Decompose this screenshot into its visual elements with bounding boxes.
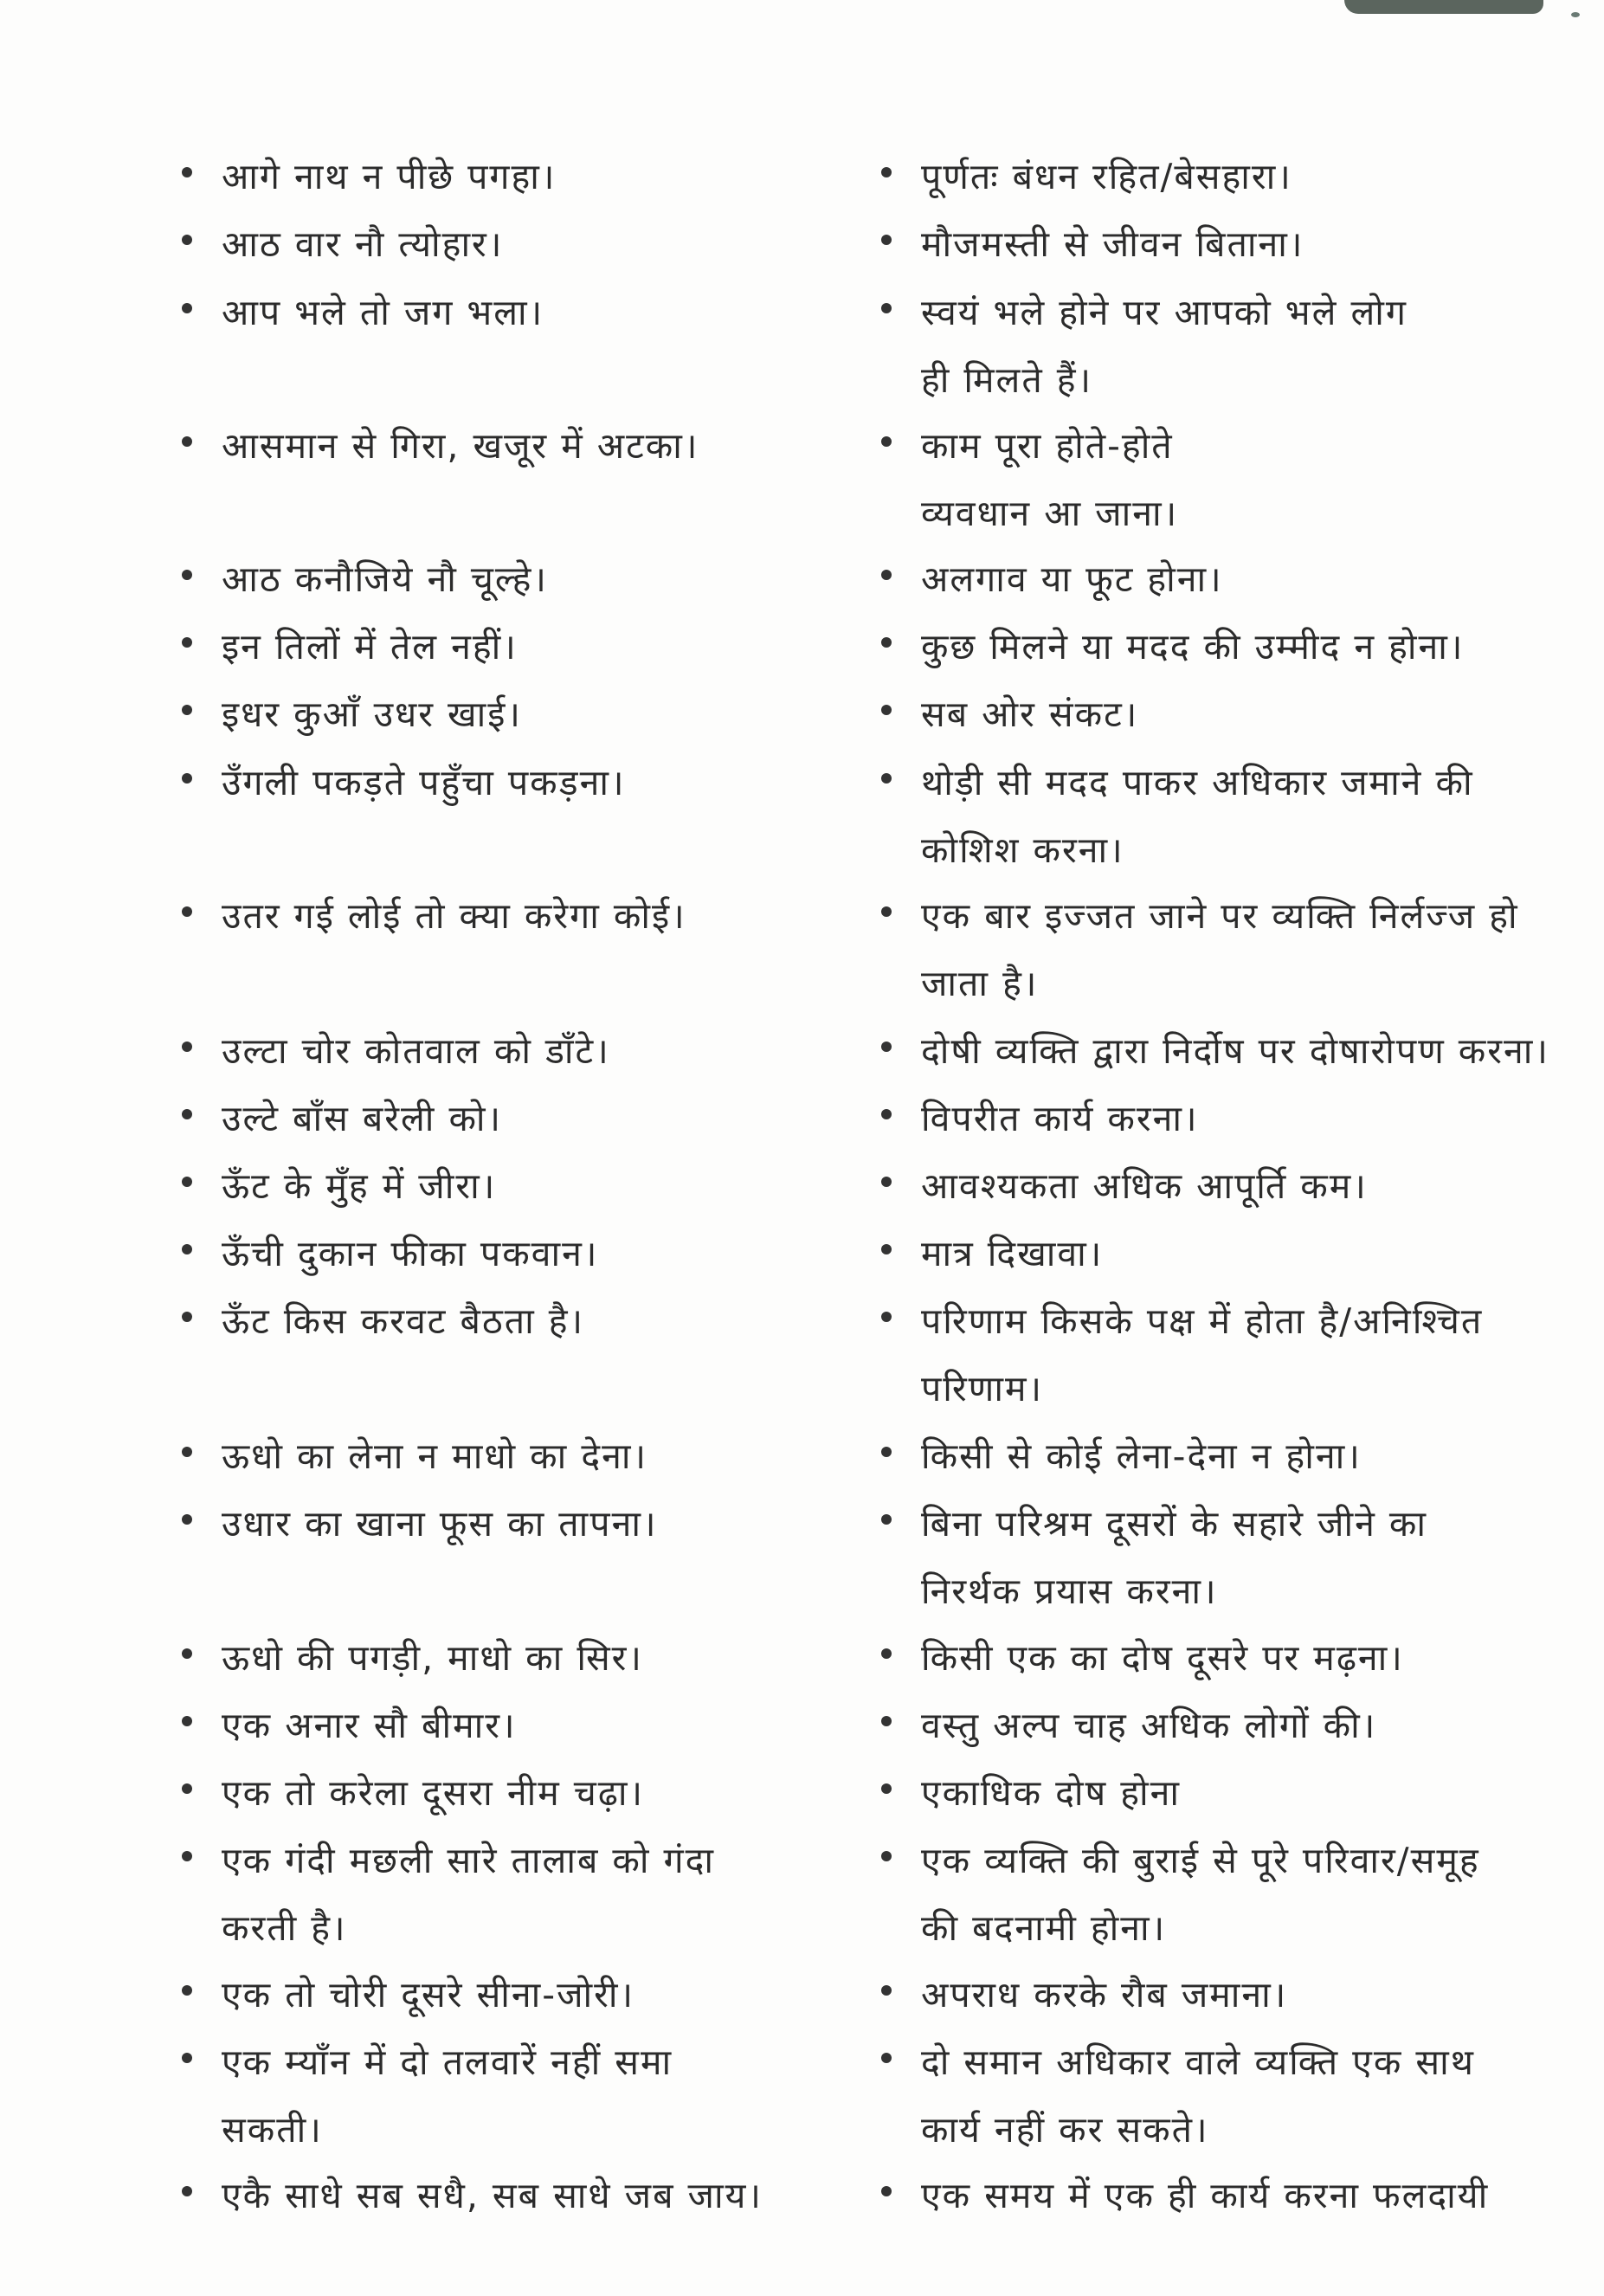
bullet-icon: [182, 1447, 192, 1457]
bullet-icon: [182, 2053, 192, 2063]
bullet-icon: [881, 1042, 892, 1052]
meaning-item: [881, 1287, 1574, 1422]
bullet-icon: [182, 1851, 192, 1861]
meaning-item: [881, 1220, 1574, 1287]
meaning-text: कोशिश करना।: [921, 829, 1124, 871]
meaning-item: [881, 1490, 1574, 1625]
idiom-item: [182, 1085, 840, 1152]
bullet-icon: [881, 167, 892, 177]
meaning-item: [881, 1085, 1574, 1152]
idiom-item: [182, 1624, 840, 1692]
bullet-icon: [881, 2053, 892, 2063]
meaning-text: वस्तु अल्प चाह अधिक लोगों की।: [921, 1705, 1377, 1746]
idiom-item: [182, 2028, 840, 2164]
meaning-item: [881, 1624, 1574, 1692]
meaning-text: आवश्यकता अधिक आपूर्ति कम।: [921, 1165, 1368, 1207]
meaning-item: [881, 210, 1574, 278]
idiom-item: [182, 1422, 840, 1490]
bullet-icon: [182, 1985, 192, 1996]
bullet-icon: [182, 1514, 192, 1525]
bullet-icon: [182, 705, 192, 715]
meaning-text: एकाधिक दोष होना: [921, 1772, 1182, 1814]
idiom-text: आठ कनौजिये नौ चूल्हे।: [222, 558, 548, 600]
meaning-item: [881, 882, 1574, 1017]
meaning-item: [881, 1017, 1574, 1085]
meaning-text: स्वयं भले होने पर आपको भले लोग: [921, 292, 1408, 333]
idiom-text: उल्टा चोर कोतवाल को डाँटे।: [222, 1030, 610, 1072]
bullet-icon: [182, 773, 192, 784]
meaning-text: पूर्णतः बंधन रहित/बेसहारा।: [921, 156, 1292, 197]
meaning-text: मात्र दिखावा।: [921, 1233, 1104, 1274]
idiom-item: [182, 613, 840, 680]
idiom-text: उल्टे बाँस बरेली को।: [222, 1098, 503, 1139]
idiom-text: ऊधो की पगड़ी, माधो का सिर।: [222, 1637, 643, 1679]
bullet-icon: [182, 1716, 192, 1726]
idiom-text: इधर कुआँ उधर खाई।: [222, 693, 522, 735]
meaning-item: [881, 279, 1574, 414]
idiom-text: उतर गई लोई तो क्या करेगा कोई।: [222, 895, 686, 937]
bullet-icon: [881, 1514, 892, 1525]
bullet-icon: [881, 436, 892, 447]
meaning-text: निरर्थक प्रयास करना।: [921, 1570, 1218, 1612]
meaning-text: एक समय में एक ही कार्य करना फलदायी: [921, 2175, 1490, 2216]
meaning-text: अलगाव या फूट होना।: [921, 558, 1223, 600]
corner-smudge: [1344, 0, 1543, 14]
bullet-icon: [881, 1109, 892, 1119]
idiom-text: ऊधो का लेना न माधो का देना।: [222, 1435, 648, 1477]
idiom-item: [182, 1759, 840, 1827]
meaning-item: [881, 613, 1574, 680]
bullet-icon: [881, 2186, 892, 2196]
idiom-text: आगे नाथ न पीछे पगहा।: [222, 156, 557, 197]
meaning-text: कुछ मिलने या मदद की उम्मीद न होना।: [921, 626, 1465, 668]
idiom-text: ऊँची दुकान फीका पकवान।: [222, 1233, 599, 1274]
idiom-text: ऊँट के मुँह में जीरा।: [222, 1165, 497, 1207]
meaning-text: थोड़ी सी मदद पाकर अधिकार जमाने की: [921, 762, 1474, 803]
bullet-icon: [881, 303, 892, 313]
meaning-text: विपरीत कार्य करना।: [921, 1098, 1199, 1139]
bullet-icon: [182, 1783, 192, 1794]
meaning-item: [881, 2028, 1574, 2164]
idiom-text: एक अनार सौ बीमार।: [222, 1705, 517, 1746]
meaning-text: मौजमस्ती से जीवन बिताना।: [921, 223, 1304, 265]
bullet-icon: [182, 570, 192, 580]
bullet-icon: [881, 1648, 892, 1659]
meaning-item: [881, 545, 1574, 613]
idiom-text: एकै साधे सब सधै, सब साधे जब जाय।: [222, 2175, 763, 2216]
idiom-text: उँगली पकड़ते पहुँचा पकड़ना।: [222, 762, 626, 803]
idiom-text: एक गंदी मछली सारे तालाब को गंदा: [222, 1840, 716, 1881]
meaning-text: दो समान अधिकार वाले व्यक्ति एक साथ: [921, 2041, 1475, 2083]
idiom-item: [182, 279, 840, 346]
bullet-icon: [881, 1447, 892, 1457]
bullet-icon: [881, 1783, 892, 1794]
meaning-item: [881, 1827, 1574, 1962]
bullet-icon: [182, 1648, 192, 1659]
corner-mark: [1571, 12, 1580, 17]
meaning-text: किसी एक का दोष दूसरे पर मढ़ना।: [921, 1637, 1404, 1679]
bullet-icon: [881, 1177, 892, 1187]
bullet-icon: [881, 1716, 892, 1726]
idiom-item: [182, 680, 840, 748]
meaning-item: [881, 2162, 1574, 2229]
idiom-item: [182, 210, 840, 278]
idiom-text: उधार का खाना फूस का तापना।: [222, 1503, 658, 1545]
meaning-text: एक व्यक्ति की बुराई से पूरे परिवार/समूह: [921, 1840, 1480, 1881]
idiom-text: एक तो चोरी दूसरे सीना-जोरी।: [222, 1974, 635, 2015]
idiom-item: [182, 882, 840, 950]
meaning-item: [881, 143, 1574, 210]
idiom-text: आप भले तो जग भला।: [222, 292, 544, 333]
bullet-icon: [881, 1985, 892, 1996]
bullet-icon: [182, 1312, 192, 1322]
meaning-item: [881, 1692, 1574, 1759]
idiom-item: [182, 1220, 840, 1287]
bullet-icon: [182, 167, 192, 177]
bullet-icon: [881, 235, 892, 245]
bullet-icon: [182, 1177, 192, 1187]
idiom-text: इन तिलों में तेल नहीं।: [222, 626, 518, 668]
bullet-icon: [182, 235, 192, 245]
meaning-item: [881, 1961, 1574, 2028]
meaning-text: परिणाम किसके पक्ष में होता है/अनिश्चित: [921, 1300, 1484, 1342]
idiom-item: [182, 143, 840, 210]
idiom-text: करती है।: [222, 1907, 347, 1949]
bullet-icon: [881, 1244, 892, 1254]
idiom-item: [182, 1961, 840, 2028]
meaning-text: कार्य नहीं कर सकते।: [921, 2109, 1209, 2151]
meaning-text: परिणाम।: [921, 1368, 1043, 1409]
idiom-item: [182, 1692, 840, 1759]
bullet-icon: [881, 1312, 892, 1322]
bullet-icon: [182, 2186, 192, 2196]
meaning-text: अपराध करके रौब जमाना।: [921, 1974, 1288, 2015]
bullet-icon: [182, 303, 192, 313]
idiom-item: [182, 749, 840, 816]
meaning-item: [881, 1759, 1574, 1827]
idiom-item: [182, 545, 840, 613]
bullet-icon: [182, 906, 192, 917]
idiom-text: ऊँट किस करवट बैठता है।: [222, 1300, 585, 1342]
idiom-item: [182, 1287, 840, 1355]
bullet-icon: [182, 1042, 192, 1052]
bullet-icon: [881, 1851, 892, 1861]
bullet-icon: [182, 1244, 192, 1254]
bullet-icon: [182, 637, 192, 648]
meaning-text: एक बार इज्जत जाने पर व्यक्ति निर्लज्ज हो: [921, 895, 1519, 937]
meaning-item: [881, 1422, 1574, 1490]
bullet-icon: [881, 637, 892, 648]
idiom-text: आसमान से गिरा, खजूर में अटका।: [222, 425, 699, 467]
idiom-item: [182, 1017, 840, 1085]
bullet-icon: [881, 773, 892, 784]
meaning-item: [881, 412, 1574, 547]
meaning-item: [881, 749, 1574, 884]
bullet-icon: [881, 906, 892, 917]
meaning-text: किसी से कोई लेना-देना न होना।: [921, 1435, 1362, 1477]
meaning-text: बिना परिश्रम दूसरों के सहारे जीने का: [921, 1503, 1427, 1545]
bullet-icon: [881, 705, 892, 715]
idiom-item: [182, 1152, 840, 1220]
meaning-text: सब ओर संकट।: [921, 693, 1139, 735]
idiom-text: एक म्याँन में दो तलवारें नहीं समा: [222, 2041, 673, 2083]
meaning-text: की बदनामी होना।: [921, 1907, 1167, 1949]
idiom-item: [182, 1490, 840, 1558]
meaning-text: व्यवधान आ जाना।: [921, 493, 1179, 534]
meaning-text: काम पूरा होते-होते: [921, 425, 1174, 467]
idiom-item: [182, 412, 840, 480]
idiom-text: आठ वार नौ त्योहार।: [222, 223, 504, 265]
bullet-icon: [881, 570, 892, 580]
bullet-icon: [182, 436, 192, 447]
meaning-text: दोषी व्यक्ति द्वारा निर्दोष पर दोषारोपण करना।: [921, 1030, 1549, 1072]
meaning-text: जाता है।: [921, 963, 1039, 1004]
idiom-item: [182, 2162, 840, 2229]
idiom-item: [182, 1827, 840, 1962]
meaning-item: [881, 1152, 1574, 1220]
idiom-text: सकती।: [222, 2109, 323, 2151]
bullet-icon: [182, 1109, 192, 1119]
idiom-text: एक तो करेला दूसरा नीम चढ़ा।: [222, 1772, 645, 1814]
meaning-item: [881, 680, 1574, 748]
meaning-text: ही मिलते हैं।: [921, 359, 1093, 401]
